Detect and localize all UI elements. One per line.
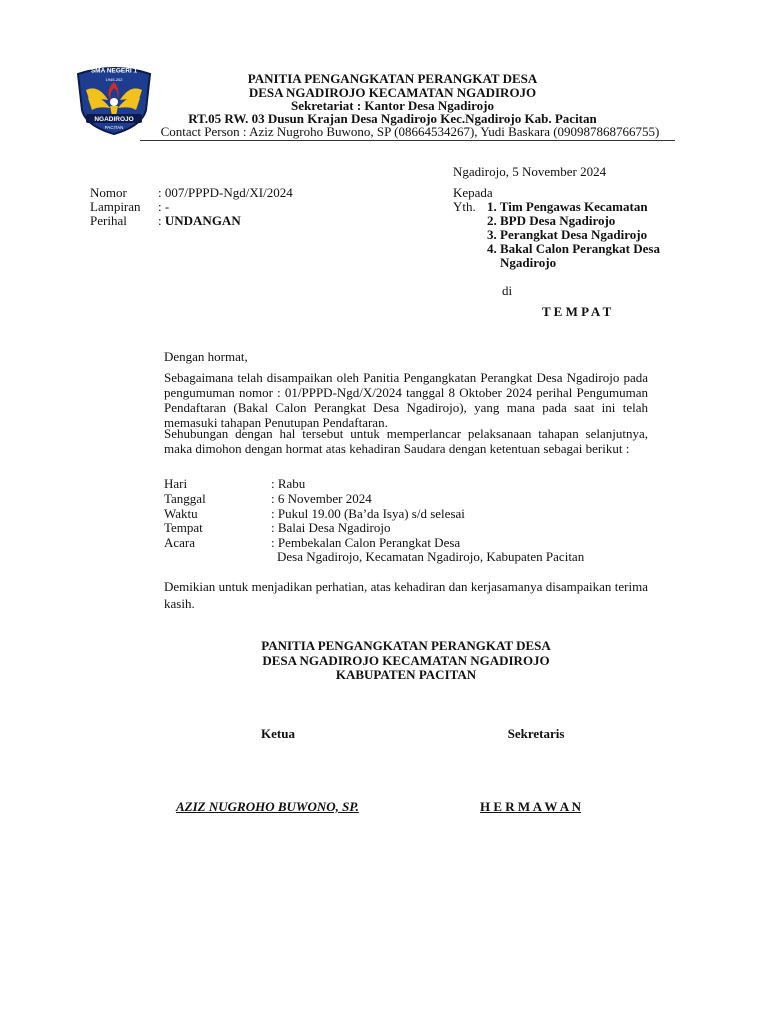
letterhead-line4: RT.05 RW. 03 Dusun Krajan Desa Ngadirojo Kec.Ngadirojo Kab. Pacitan: [188, 111, 597, 126]
perihal-value-line: [158, 213, 241, 228]
tempat-label: T E M P A T: [542, 304, 612, 319]
kepada-label: Kepada: [453, 185, 493, 200]
body-paragraph-2: Sehubungan dengan hal tersebut untuk memperlancar pelaksanaan tahapan selanjutnya, maka dimohon dengan hormat atas kehadiran Saudara dengan ketentuan sebagai berikut :: [164, 426, 648, 456]
detail-value-tempat: : Balai Desa Ngadirojo: [271, 520, 391, 535]
detail-label-waktu: Waktu: [164, 506, 198, 521]
logo-year: 1945-202: [105, 77, 123, 82]
logo-bottom-text: PACITAN: [104, 125, 124, 130]
signature-org-line3: KABUPATEN PACITAN: [335, 667, 477, 682]
recipient-item: 4. Bakal Calon Perangkat Desa: [487, 241, 660, 256]
di-label: di: [502, 283, 513, 298]
detail-value-acara-cont: Desa Ngadirojo, Kecamatan Ngadirojo, Kabupaten Pacitan: [277, 549, 585, 564]
detail-value-tanggal: : 6 November 2024: [271, 491, 372, 506]
detail-label-tempat: Tempat: [164, 520, 203, 535]
recipient-item: 3. Perangkat Desa Ngadirojo: [487, 227, 648, 242]
lampiran-label: Lampiran: [90, 199, 141, 214]
greeting: Dengan hormat,: [164, 349, 248, 364]
recipient-item: 1. Tim Pengawas Kecamatan: [487, 199, 648, 214]
detail-value-waktu: : Pukul 19.00 (Ba’da Isya) s/d selesai: [271, 506, 465, 521]
perihal-value: UNDANGAN: [164, 213, 241, 228]
sekretaris-title: Sekretaris: [507, 726, 565, 741]
detail-value-hari: : Rabu: [271, 476, 306, 491]
sekretaris-name: H E R M A W A N: [480, 799, 582, 814]
letterhead-line2: DESA NGADIROJO KECAMATAN NGADIROJO: [248, 85, 537, 100]
nomor-value: : 007/PPPD-Ngd/XI/2024: [158, 185, 293, 200]
perihal-colon: :: [158, 213, 165, 228]
letterhead-divider: [140, 140, 675, 141]
detail-value-acara: : Pembekalan Calon Perangkat Desa: [271, 535, 461, 550]
detail-label-hari: Hari: [164, 476, 188, 491]
lampiran-value: : -: [158, 199, 170, 214]
yth-label: Yth.: [453, 199, 476, 214]
perihal-label: Perihal: [90, 213, 127, 228]
closing-paragraph: Demikian untuk menjadikan perhatian, atas kehadiran dan kerjasamanya disampaikan terima kasih.: [164, 579, 648, 611]
signature-org-line2: DESA NGADIROJO KECAMATAN NGADIROJO: [262, 653, 550, 668]
body-paragraph-1: Sebagaimana telah disampaikan oleh Panitia Pengangkatan Perangkat Desa Ngadirojo pada pengumuman nomor : 01/PPPD-Ngd/X/2024 tanggal 8 Oktober 2024 perihal Pengumuman Pendaftaran (Bakal Calon Perangkat Desa Ngadirojo), yang mana pada saat ini telah memasuki tahapan Penutupan Pendaftaran.: [164, 370, 648, 430]
ketua-name: AZIZ NUGROHO BUWONO, SP.: [176, 799, 359, 814]
logo-banner: NGADIROJO: [94, 116, 134, 123]
detail-label-acara: Acara: [164, 535, 196, 550]
recipient-item: 2. BPD Desa Ngadirojo: [487, 213, 616, 228]
letter-date: Ngadirojo, 5 November 2024: [453, 164, 607, 179]
nomor-label: Nomor: [90, 185, 127, 200]
logo-top-text: SMA NEGERI 1: [90, 67, 138, 75]
detail-label-tanggal: Tanggal: [164, 491, 206, 506]
ketua-title: Ketua: [261, 726, 295, 741]
signature-org-line1: PANITIA PENGANGKATAN PERANGKAT DESA: [261, 638, 551, 653]
letterhead-line1: PANITIA PENGANGKATAN PERANGKAT DESA: [247, 71, 538, 86]
recipient-item-cont: Ngadirojo: [500, 255, 557, 270]
letterhead-line3: Sekretariat : Kantor Desa Ngadirojo: [291, 98, 494, 113]
letterhead-contact: Contact Person : Aziz Nugroho Buwono, SP (08664534267), Yudi Baskara (090987868766755): [160, 124, 660, 139]
